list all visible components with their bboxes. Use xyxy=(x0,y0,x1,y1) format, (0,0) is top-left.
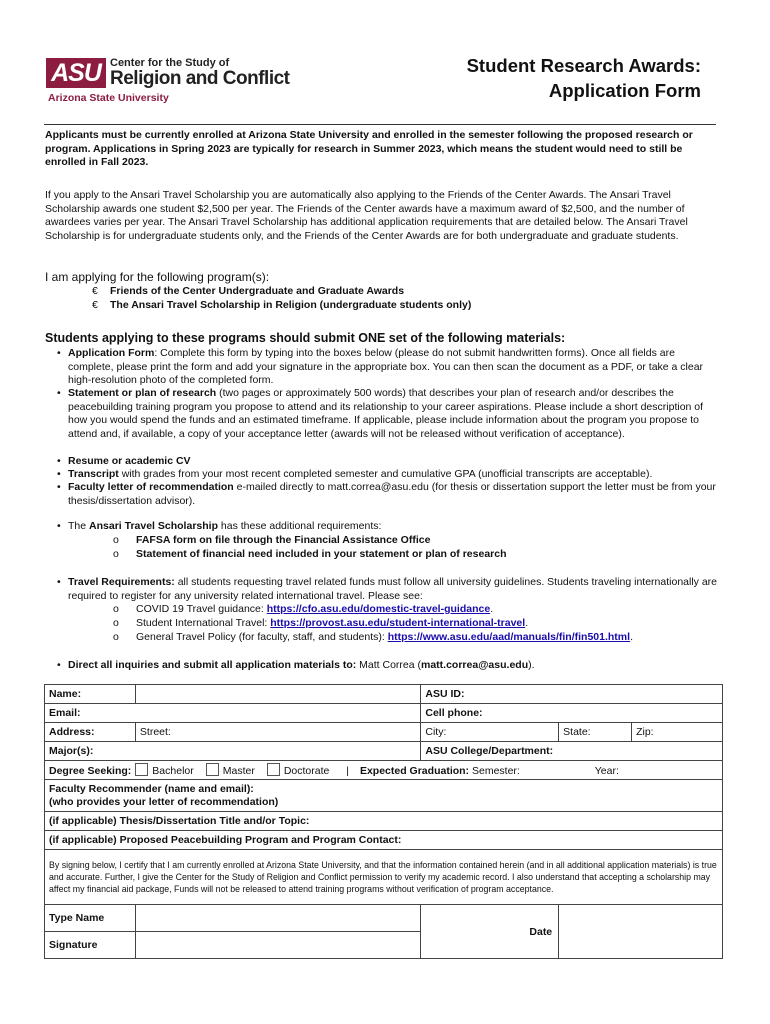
form-row xyxy=(45,780,723,812)
ansari-req-text: Statement of financial need included in your statement or plan of research xyxy=(136,548,507,560)
bullet-icon: • xyxy=(57,468,61,480)
travel-link-label: Student International Travel: xyxy=(136,617,271,629)
doctorate-label: Doctorate xyxy=(283,765,330,777)
travel-label: Travel Requirements: xyxy=(68,576,175,588)
recommender-sublabel: (who provides your letter of recommendation) xyxy=(49,795,279,808)
form-row xyxy=(45,850,723,905)
sub-bullet-icon: o xyxy=(113,631,119,643)
bachelor-checkbox[interactable] xyxy=(135,763,148,776)
international-travel-link[interactable]: https://provost.asu.edu/student-international-travel xyxy=(270,617,526,629)
date-input[interactable] xyxy=(559,905,723,959)
bachelor-label: Bachelor xyxy=(152,765,194,777)
inquiries-line xyxy=(57,659,718,673)
bullet-icon: • xyxy=(57,520,61,532)
ansari-suffix: has these additional requirements: xyxy=(217,520,382,532)
link-end: . xyxy=(630,631,633,643)
name-label: Name: xyxy=(45,685,136,704)
material-item xyxy=(57,347,718,388)
travel-requirements xyxy=(57,576,718,603)
program-option-friends[interactable] xyxy=(92,285,404,297)
material-item xyxy=(57,455,718,469)
college-field[interactable]: ASU College/Department: xyxy=(421,742,723,761)
peacebuilding-field[interactable]: (if applicable) Proposed Peacebuilding Program and Program Contact: xyxy=(45,831,723,850)
materials-heading: Students applying to these programs should submit ONE set of the following materials: xyxy=(45,331,566,345)
eligibility-paragraph: Applicants must be currently enrolled at Arizona State University and enrolled in the semester following the proposed research or program. Applications in Spring 2023 are typically for research in Summer 2023, which means the student would need to still be enrolled in Fall 2023. xyxy=(45,129,693,168)
document-title-line-2: Application Form xyxy=(548,80,701,101)
form-row xyxy=(45,723,723,742)
link-end: . xyxy=(490,603,494,615)
type-name-input[interactable] xyxy=(135,905,420,932)
programs-heading: I am applying for the following program(s): xyxy=(45,270,270,284)
degree-graduation-row xyxy=(45,761,723,780)
address-label: Address: xyxy=(45,723,136,742)
bullet-icon: • xyxy=(57,387,61,399)
link-end: . xyxy=(525,617,529,629)
certification-text: By signing below, I certify that I am currently enrolled at Arizona State University, and that the information contained herein (and in all additional application materials) is true and accurate. Further, I give the Center for the Study of Religion and Conflict permission to verify my academic record. I also understand that accepting a scholarship may affect my financial aid package, Funds will not be released to attend training programs without verification of program acceptance. xyxy=(45,850,723,905)
asu-id-field[interactable]: ASU ID: xyxy=(421,685,723,704)
material-item xyxy=(57,468,718,482)
state-field[interactable]: State: xyxy=(559,723,632,742)
majors-field[interactable]: Major(s): xyxy=(45,742,421,761)
separator: | xyxy=(346,765,350,777)
recommender-label: Faculty Recommender (name and email): xyxy=(49,782,254,795)
material-label: Transcript xyxy=(68,468,119,480)
doctorate-checkbox[interactable] xyxy=(267,763,280,776)
bullet-icon: • xyxy=(57,576,61,588)
form-row xyxy=(45,742,723,761)
sub-bullet-icon: o xyxy=(113,548,119,560)
email-field[interactable]: Email: xyxy=(45,704,421,723)
program-option-ansari[interactable] xyxy=(92,299,471,311)
sub-bullet-icon: o xyxy=(113,617,119,629)
material-text: : Complete this form by typing into the boxes below (please do not submit handwritten forms). Once all fields are complete, please print the form and add your signature in the appropriate box. You can then scan the document as a PDF, or take a clear high-resolution photo of the completed form. xyxy=(68,347,704,386)
form-row xyxy=(45,905,723,932)
sub-bullet-icon: o xyxy=(113,534,119,546)
semester-field[interactable]: Semester: xyxy=(471,765,520,777)
logo-line-2: Religion and Conflict xyxy=(110,68,290,89)
travel-policy-link[interactable]: https://www.asu.edu/aad/manuals/fin/fin501.html xyxy=(387,631,631,643)
checkbox-icon[interactable]: € xyxy=(92,299,98,311)
material-text: e-mailed directly to matt.correa@asu.edu (for thesis or dissertation support the letter must be from your thesis/dissertation advisor). xyxy=(68,481,716,507)
year-field[interactable]: Year: xyxy=(594,765,619,777)
ansari-prefix: The xyxy=(68,520,90,532)
form-row xyxy=(45,812,723,831)
material-label: Faculty letter of recommendation xyxy=(68,481,234,493)
inquiries-end: ). xyxy=(528,659,535,671)
graduation-label: Expected Graduation: xyxy=(359,765,470,777)
material-text: with grades from your most recent completed semester and cumulative GPA (unofficial transcripts are acceptable). xyxy=(118,468,653,480)
sub-bullet-icon: o xyxy=(113,603,119,615)
thesis-field[interactable]: (if applicable) Thesis/Dissertation Title and/or Topic: xyxy=(45,812,723,831)
master-label: Master xyxy=(222,765,255,777)
inquiries-email: matt.correa@asu.edu xyxy=(421,659,529,671)
master-checkbox[interactable] xyxy=(206,763,219,776)
asu-logo-mark: ASU xyxy=(46,58,106,88)
material-text: (two pages or approximately 500 words) that describes your plan of research and/or describes the peacebuilding training program you propose to attend and its relationship to your career aspirations. Please include a short description of how you would spend the funds and an estimated timeframe. If applicable, please include information about the program you propose to attend and, if available, a copy of your acceptance letter (awards will not be released without verification of acceptance). xyxy=(68,387,704,440)
city-field[interactable]: City: xyxy=(421,723,559,742)
material-item xyxy=(57,481,718,508)
form-row xyxy=(45,704,723,723)
inquiries-label: Direct all inquiries and submit all application materials to: xyxy=(68,659,357,671)
street-field[interactable]: Street: xyxy=(135,723,420,742)
form-row xyxy=(45,831,723,850)
logo-line-1: Center for the Study of xyxy=(110,57,230,69)
signature-input[interactable] xyxy=(135,932,420,959)
material-item xyxy=(57,387,718,441)
signature-label: Signature xyxy=(45,932,136,959)
travel-link-label: General Travel Policy (for faculty, staff, and students): xyxy=(136,631,388,643)
travel-text: all students requesting travel related funds must follow all university guidelines. Students traveling internationally are required to register for any university related international travel. Please see: xyxy=(68,576,718,602)
material-label: Resume or academic CV xyxy=(68,455,191,467)
bullet-icon: • xyxy=(57,455,61,467)
program-option-label: The Ansari Travel Scholarship in Religion (undergraduate students only) xyxy=(110,299,472,311)
header-divider xyxy=(44,124,716,125)
type-name-label: Type Name xyxy=(45,905,136,932)
material-label: Application Form xyxy=(68,347,155,359)
degree-label: Degree Seeking: xyxy=(49,765,132,777)
material-label: Statement or plan of research xyxy=(68,387,217,399)
date-label: Date xyxy=(529,925,553,938)
bullet-icon: • xyxy=(57,481,61,493)
zip-field[interactable]: Zip: xyxy=(632,723,723,742)
scholarship-info-paragraph: If you apply to the Ansari Travel Scholarship you are automatically also applying to the Friends of the Center Awards. The Ansari Travel Scholarship awards one student $2,500 per year. The Friends of the Center awards have a maximum award of $2,500, and the number of awardees varies per year. The Ansari Travel Scholarship has additional application requirements that are detailed below. The Ansari Travel Scholarship is for undergraduate students only, and the Friends of the Center Awards are for both undergraduate and graduate students. xyxy=(45,189,688,242)
recommender-field[interactable] xyxy=(45,780,723,812)
ansari-name: Ansari Travel Scholarship xyxy=(89,520,218,532)
date-cell xyxy=(421,905,559,959)
ansari-req-text: FAFSA form on file through the Financial Assistance Office xyxy=(136,534,431,546)
application-form-table xyxy=(44,684,723,959)
travel-link-label: COVID 19 Travel guidance: xyxy=(136,603,267,615)
form-row xyxy=(45,685,723,704)
checkbox-icon[interactable]: € xyxy=(92,285,98,297)
name-input[interactable] xyxy=(135,685,420,704)
inquiries-name: Matt Correa ( xyxy=(356,659,421,671)
ansari-requirements xyxy=(57,520,718,534)
form-row xyxy=(45,761,723,780)
document-title-line-1: Student Research Awards: xyxy=(466,55,701,76)
bullet-icon: • xyxy=(57,659,61,671)
program-option-label: Friends of the Center Undergraduate and Graduate Awards xyxy=(110,285,405,297)
bullet-icon: • xyxy=(57,347,61,359)
logo-line-3: Arizona State University xyxy=(48,92,169,104)
cell-phone-field[interactable]: Cell phone: xyxy=(421,704,723,723)
covid-travel-link[interactable]: https://cfo.asu.edu/domestic-travel-guidance xyxy=(266,603,491,615)
